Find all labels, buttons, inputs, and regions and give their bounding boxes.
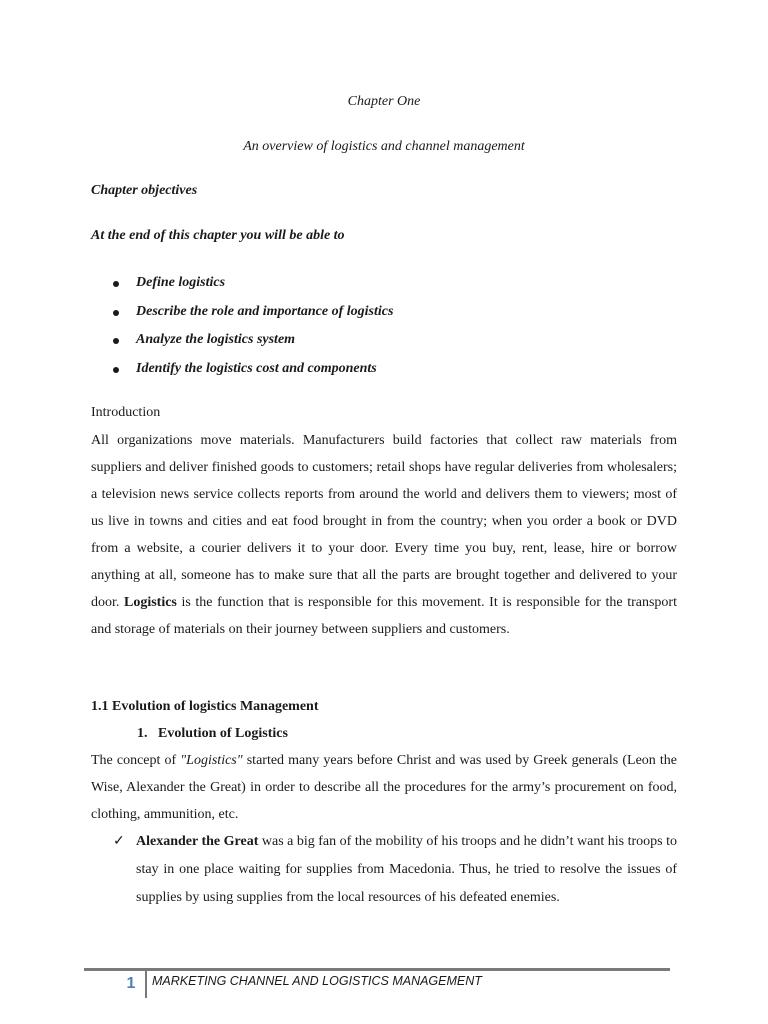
objective-item bbox=[113, 274, 393, 303]
objective-text: Identify the logistics cost and components bbox=[136, 360, 377, 376]
bullet-icon bbox=[113, 281, 119, 287]
concept-text-end: started many years before Christ and was used by Greek generals (Leon the Wise, Alexander the Great) in order to describe all the procedures for the army’s procurement on food, clothing, ammunition, etc. bbox=[91, 753, 677, 822]
bullet-icon bbox=[113, 338, 119, 344]
subsection-number: 1. bbox=[137, 726, 148, 741]
subsection-title: Evolution of Logistics bbox=[158, 726, 288, 741]
alexander-name: Alexander the Great bbox=[136, 834, 259, 849]
page-number: 1 bbox=[126, 975, 136, 992]
concept-paragraph bbox=[91, 747, 677, 828]
introduction-text-end: is the function that is responsible for this movement. It is responsible for the transport and storage of materials on their journey between suppliers and customers. bbox=[91, 595, 677, 637]
bullet-icon bbox=[113, 367, 119, 373]
objective-item bbox=[113, 360, 393, 389]
introduction-paragraph bbox=[91, 427, 677, 643]
objective-text: Define logistics bbox=[136, 275, 226, 290]
objective-text: Describe the role and importance of logistics bbox=[136, 303, 394, 319]
running-footer-title: MARKETING CHANNEL AND LOGISTICS MANAGEMENT bbox=[152, 974, 482, 988]
bullet-icon bbox=[113, 310, 119, 316]
concept-term: "Logistics" bbox=[180, 753, 243, 768]
objectives-heading: Chapter objectives bbox=[91, 183, 198, 198]
objectives-intro: At the end of this chapter you will be able to bbox=[91, 228, 345, 243]
section-heading: 1.1 Evolution of logistics Management bbox=[91, 699, 319, 714]
chapter-label: Chapter One bbox=[347, 94, 421, 109]
objective-text: Analyze the logistics system bbox=[136, 332, 296, 347]
objective-item bbox=[113, 303, 393, 332]
footer-separator bbox=[145, 971, 147, 998]
introduction-text-start: All organizations move materials. Manufacturers build factories that collect raw materials from suppliers and deliver finished goods to customers; retail shops have regular deliveries from wholesalers; a television news service collects reports from around the world and delivers them to viewers; most of us live in towns and cities and eat food brought in from the country; when you order a book or DVD from a website, a courier delivers it to your door. Every time you buy, rent, lease, hire or borrow anything at all, someone has to make sure that all the parts are brought together and delivered to your door. bbox=[91, 433, 677, 610]
footer-divider bbox=[84, 968, 670, 971]
concept-text-start: The concept of bbox=[91, 753, 181, 768]
chapter-title: An overview of logistics and channel management bbox=[243, 139, 525, 154]
checkmark-icon: ✓ bbox=[113, 834, 125, 849]
check-paragraph bbox=[136, 828, 677, 912]
objectives-list bbox=[113, 274, 393, 388]
objective-item bbox=[113, 331, 393, 360]
logistics-term: Logistics bbox=[123, 595, 177, 610]
subsection-heading bbox=[137, 726, 288, 742]
introduction-heading: Introduction bbox=[91, 405, 161, 420]
check-body-text: was a big fan of the mobility of his troops and he didn’t want his troops to stay in one place waiting for supplies from Macedonia. Thus, he tried to resolve the issues of supplies by using supplies from the local resources of his defeated enemies. bbox=[136, 834, 677, 905]
check-list-item bbox=[113, 828, 677, 912]
